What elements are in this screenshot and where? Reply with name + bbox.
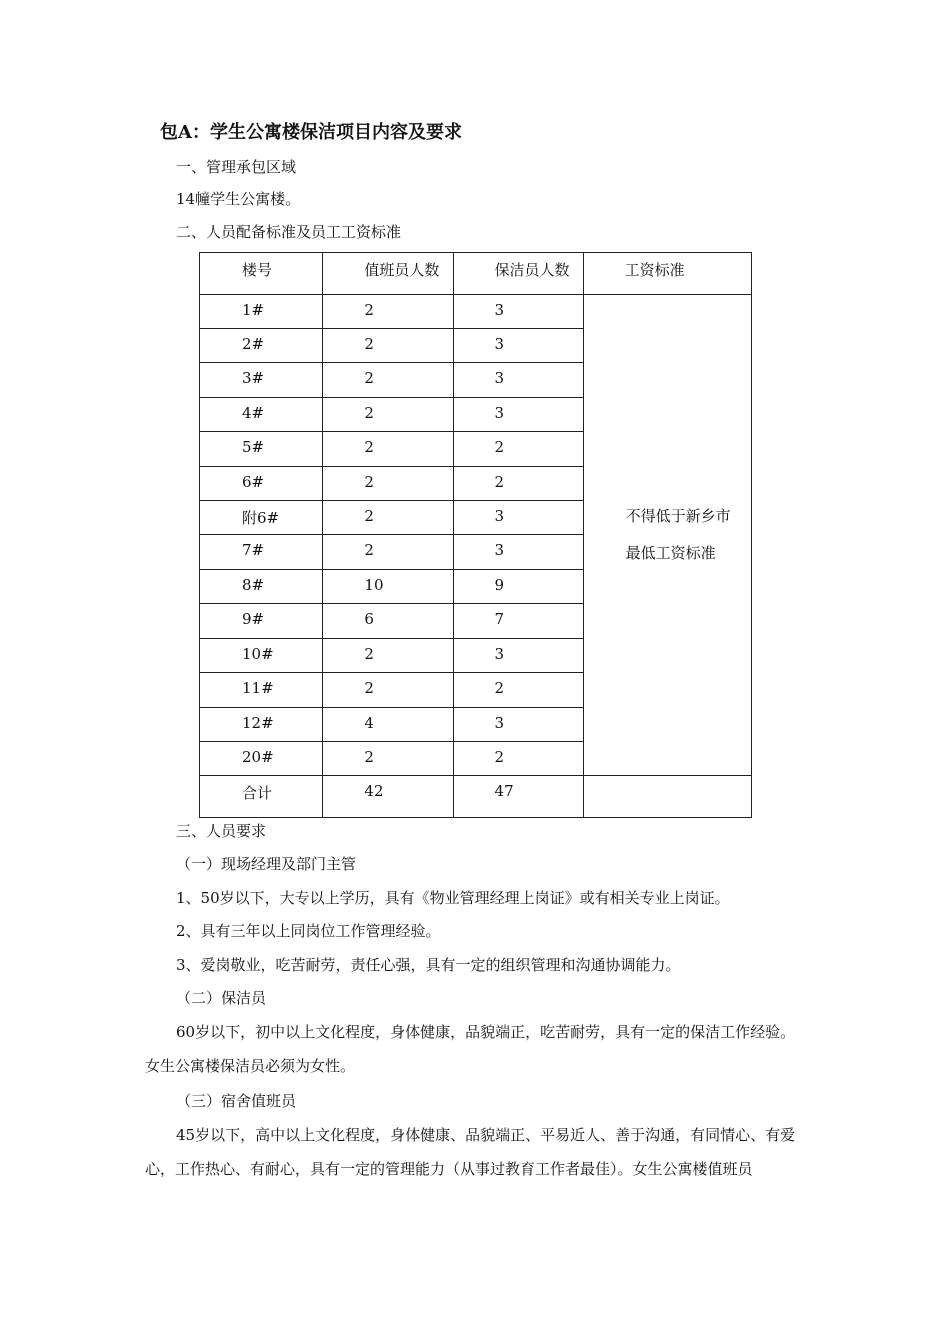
cell-building: 11# <box>200 673 323 707</box>
cell-building: 12# <box>200 707 323 741</box>
cell-cleaner: 2 <box>453 741 583 775</box>
cell-cleaner: 2 <box>453 673 583 707</box>
header-building: 楼号 <box>200 253 323 295</box>
subsection-3-heading: （三）宿舍值班员 <box>176 1092 297 1110</box>
wage-standard-note <box>583 294 751 776</box>
cell-duty: 2 <box>323 363 453 397</box>
cell-cleaner: 3 <box>453 328 583 362</box>
section-3-heading: 三、人员要求 <box>176 822 267 840</box>
cell-duty: 2 <box>323 432 453 466</box>
wage-note-text: 不得低于新乡市最低工资标准 <box>625 506 731 562</box>
cell-duty: 2 <box>323 535 453 569</box>
cell-building: 1# <box>200 294 323 328</box>
section-2-heading: 二、人员配备标准及员工工资标准 <box>176 223 402 241</box>
subsection-1-heading: （一）现场经理及部门主管 <box>176 855 357 873</box>
header-wage: 工资标准 <box>583 253 751 295</box>
subsection-1-item-2: 2、具有三年以上同岗位工作管理经验。 <box>176 922 441 940</box>
subsection-3-text: 45岁以下，高中以上文化程度，身体健康、品貌端正、平易近人、善于沟通，有同情心、有爱心，工作热心、有耐心，具有一定的管理能力（从事过教育工作者最佳）。女生公寓楼值班员 <box>145 1126 796 1178</box>
total-wage <box>583 776 751 818</box>
cell-duty: 6 <box>323 604 453 638</box>
total-cleaner: 47 <box>453 776 583 818</box>
cell-building: 5# <box>200 432 323 466</box>
subsection-2-heading: （二）保洁员 <box>176 989 267 1007</box>
cell-building: 20# <box>200 741 323 775</box>
table-total-row <box>200 776 752 818</box>
total-label: 合计 <box>200 776 323 818</box>
cell-duty: 2 <box>323 466 453 500</box>
cell-duty: 2 <box>323 741 453 775</box>
cell-cleaner: 3 <box>453 638 583 672</box>
cell-duty: 10 <box>323 569 453 603</box>
subsection-2-text: 60岁以下，初中以上文化程度，身体健康，品貌端正，吃苦耐劳，具有一定的保洁工作经验。女生公寓楼保洁员必须为女性。 <box>145 1023 796 1075</box>
cell-duty: 2 <box>323 673 453 707</box>
cell-duty: 4 <box>323 707 453 741</box>
cell-building: 8# <box>200 569 323 603</box>
total-duty: 42 <box>323 776 453 818</box>
subsection-1-item-3: 3、爱岗敬业，吃苦耐劳，责任心强，具有一定的组织管理和沟通协调能力。 <box>176 956 681 974</box>
cell-cleaner: 3 <box>453 535 583 569</box>
cell-building: 10# <box>200 638 323 672</box>
cell-cleaner: 2 <box>453 432 583 466</box>
cell-duty: 2 <box>323 638 453 672</box>
header-duty-count: 值班员人数 <box>323 253 453 295</box>
cell-building: 6# <box>200 466 323 500</box>
cell-cleaner: 9 <box>453 569 583 603</box>
cell-cleaner: 3 <box>453 397 583 431</box>
section-1-text: 14幢学生公寓楼。 <box>176 190 301 208</box>
subsection-1-item-1: 1、50岁以下，大专以上学历，具有《物业管理经理上岗证》或有相关专业上岗证。 <box>176 889 730 907</box>
cell-building: 7# <box>200 535 323 569</box>
cell-building: 附6# <box>200 501 323 535</box>
cell-cleaner: 3 <box>453 707 583 741</box>
cell-cleaner: 3 <box>453 363 583 397</box>
staffing-table <box>199 252 752 818</box>
cell-duty: 2 <box>323 397 453 431</box>
document-title: 包A：学生公寓楼保洁项目内容及要求 <box>160 122 462 143</box>
cell-duty: 2 <box>323 328 453 362</box>
section-1-heading: 一、管理承包区域 <box>176 158 297 176</box>
table-row <box>200 294 752 328</box>
cell-cleaner: 3 <box>453 294 583 328</box>
cell-duty: 2 <box>323 501 453 535</box>
cell-building: 4# <box>200 397 323 431</box>
cell-cleaner: 3 <box>453 501 583 535</box>
header-cleaner-count: 保洁员人数 <box>453 253 583 295</box>
table-header-row <box>200 253 752 295</box>
cell-building: 2# <box>200 328 323 362</box>
cell-building: 3# <box>200 363 323 397</box>
cell-building: 9# <box>200 604 323 638</box>
cell-duty: 2 <box>323 294 453 328</box>
cell-cleaner: 2 <box>453 466 583 500</box>
cell-cleaner: 7 <box>453 604 583 638</box>
